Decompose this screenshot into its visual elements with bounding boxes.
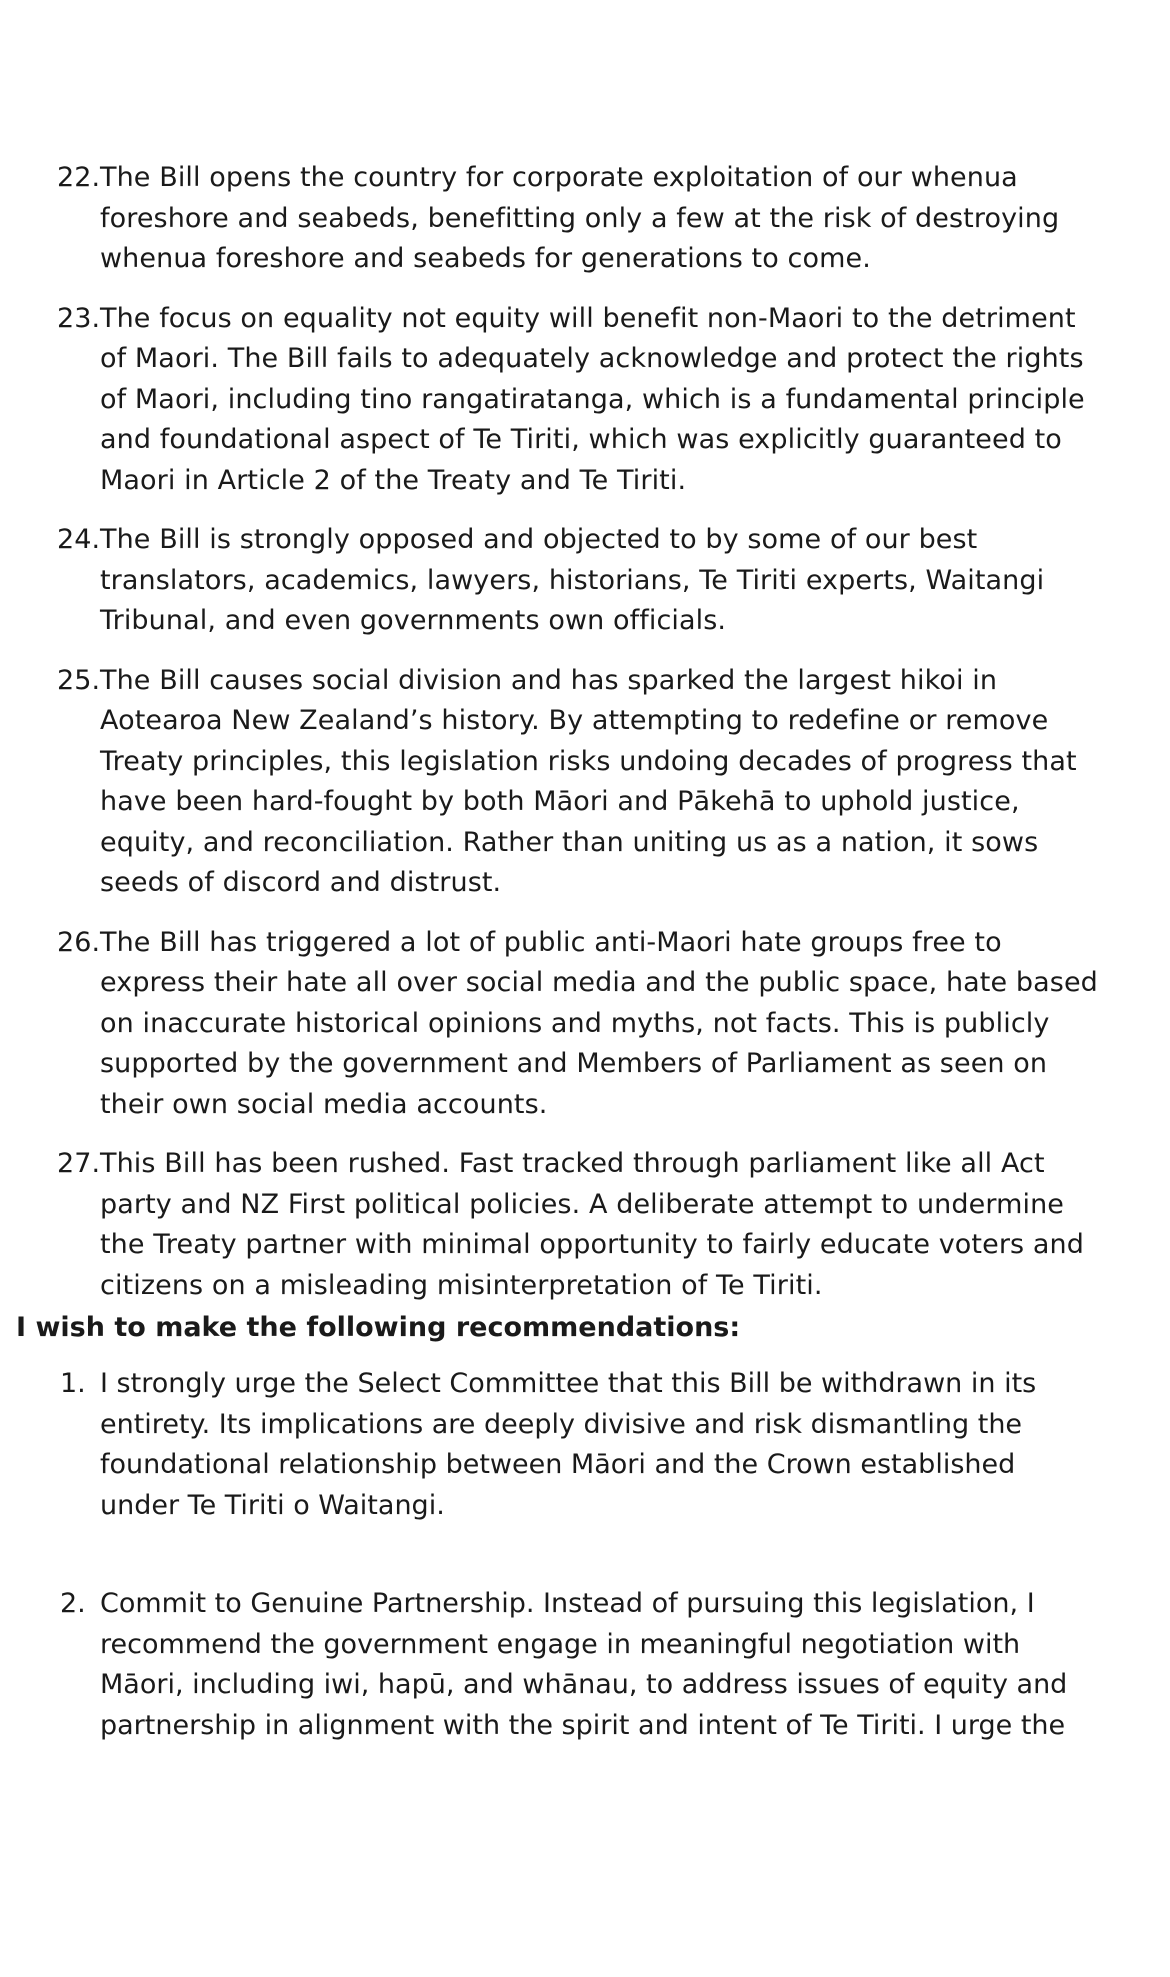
recommendation-item (0, 1584, 1170, 1746)
point-item (0, 299, 1170, 502)
recommendation-number: 1. (60, 1368, 86, 1399)
recommendations-list (0, 1364, 1170, 1804)
point-item (0, 1144, 1170, 1306)
point-number: 25. (57, 664, 101, 696)
point-number: 24. (57, 524, 101, 555)
point-item (0, 661, 1170, 904)
recommendation-item (0, 1364, 1170, 1526)
point-number: 22. (57, 162, 101, 193)
submission-points-list (0, 158, 1170, 1325)
point-number: 23. (57, 302, 101, 334)
point-item (0, 158, 1170, 280)
recommendation-number: 2. (60, 1588, 86, 1619)
point-text: This Bill has been rushed. Fast tracked through parliament like all Act party and NZ First political policies. A deliberate attempt to undermine the Treaty partner with minimal opportunity to fairly educate voters and citizens on a misleading misinterpretation of Te Tiriti. (100, 1148, 1084, 1301)
point-number: 27. (57, 1148, 101, 1179)
point-text: The Bill causes social division and has sparked the largest hikoi in Aotearoa New Zealand’s history. By attempting to redefine or remove Treaty principles, this legislation risks undoing decades of progress that have been hard-fought by both Māori and Pākehā to uphold justice, equity, and reconciliation. Rather than uniting us as a nation, it sows seeds of discord and distrust. (100, 664, 1077, 898)
recommendation-text: I strongly urge the Select Committee that this Bill be withdrawn in its entirety. Its implications are deeply divisive and risk dismantling the foundational relationship between Māori and the Crown established under Te Tiriti o Waitangi. (100, 1368, 1037, 1521)
point-item (0, 923, 1170, 1126)
point-text: The Bill opens the country for corporate exploitation of our whenua foreshore and seabeds, benefitting only a few at the risk of destroying whenua foreshore and seabeds for generations to come. (100, 162, 1060, 274)
recommendations-heading: I wish to make the following recommendations: (16, 1312, 741, 1343)
point-text: The Bill is strongly opposed and objected to by some of our best translators, academics, lawyers, historians, Te Tiriti experts, Waitangi Tribunal, and even governments own officials. (100, 524, 1045, 636)
point-number: 26. (57, 926, 101, 958)
point-text: The focus on equality not equity will benefit non-Maori to the detriment of Maori. The Bill fails to adequately acknowledge and protect the rights of Maori, including tino rangatiratanga, which is a fundamental principle and foundational aspect of Te Tiriti, which was explicitly guaranteed to Maori in Article 2 of the Treaty and Te Tiriti. (100, 302, 1085, 496)
point-text: The Bill has triggered a lot of public anti-Maori hate groups free to express their hate all over social media and the public space, hate based on inaccurate historical opinions and myths, not facts. This is publicly supported by the government and Members of Parliament as seen on their own social media accounts. (100, 926, 1098, 1120)
point-item (0, 520, 1170, 642)
recommendation-text: Commit to Genuine Partnership. Instead of pursuing this legislation, I recommend the government engage in meaningful negotiation with Māori, including iwi, hapū, and whānau, to address issues of equity and partnership in alignment with the spirit and intent of Te Tiriti. I urge the (100, 1588, 1068, 1741)
